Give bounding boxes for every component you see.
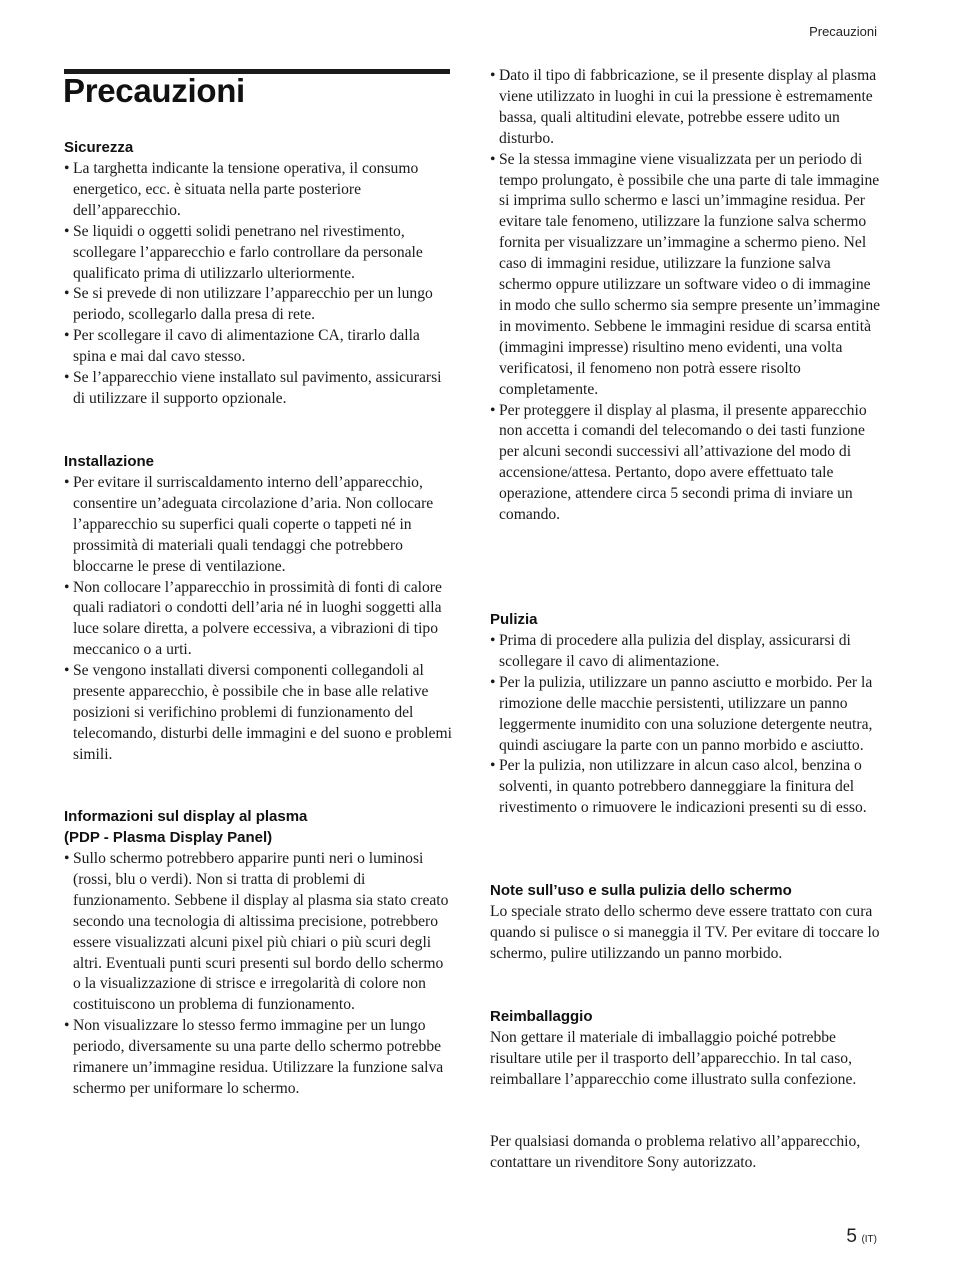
paragraph-reimballaggio: Non gettare il materiale di imballaggio poiché potrebbe risultare utile per il trasporto dell’apparecchio. In tal caso, reimballare l’apparecchio come illustrato sulla confezione. — [490, 1029, 857, 1088]
list-item: • Dato il tipo di fabbricazione, se il presente display al plasma viene utilizzato in luoghi in cui la pressione è estremamente bassa, quali altitudini elevate, potrebbe essere udito un disturbo. — [490, 66, 882, 150]
section-pulizia — [490, 609, 882, 819]
bullet-list-sicurezza — [64, 159, 452, 410]
section-heading-pulizia: Pulizia — [490, 611, 538, 628]
section-heading-note-schermo: Note sull’uso e sulla pulizia dello schermo — [490, 882, 792, 899]
list-item: • Se vengono installati diversi componenti collegandoli al presente apparecchio, è possibile che in base alle relative posizioni si verifichino problemi di funzionamento del telecomando, disturbi delle immagini e del suono e problemi simili. — [64, 661, 452, 766]
list-item: • Non visualizzare lo stesso fermo immagine per un lungo periodo, diversamente su una parte dello schermo potrebbe rimanere un’immagine residua. Utilizzare la funzione salva schermo per uniformare lo schermo. — [64, 1016, 452, 1100]
section-plasma-continued — [490, 66, 882, 526]
bullet-list-installazione — [64, 473, 452, 766]
closing-note — [490, 1132, 882, 1174]
bullet-list-plasma-continued — [490, 66, 882, 526]
section-heading-installazione: Installazione — [64, 453, 155, 470]
section-note-schermo — [490, 880, 882, 965]
page-number-value: 5 — [846, 1226, 857, 1247]
section-sicurezza — [64, 137, 452, 410]
list-item: • Per la pulizia, non utilizzare in alcun caso alcol, benzina o solventi, in quanto potrebbero danneggiare la finitura del rivestimento o rimuovere le indicazioni presenti su di esso. — [490, 756, 882, 819]
section-plasma — [64, 806, 452, 1100]
list-item: • Sullo schermo potrebbero apparire punti neri o luminosi (rossi, blu o verdi). Non si tratta di problemi di funzionamento. Sebbene il display al plasma sia stato creato secondo una tecnologia di altissima precisione, potrebbero essere visualizzati alcuni pixel più chiari o più scuri degli altri. Eventuali punti scuri presenti sul bordo dello schermo o la visualizzazione di strisce e irregolarità di colore non costituiscono un problema di funzionamento. — [64, 849, 452, 1016]
list-item: • La targhetta indicante la tensione operativa, il consumo energetico, ecc. è situata nella parte posteriore dell’apparecchio. — [64, 159, 452, 222]
bullet-list-plasma — [64, 849, 452, 1100]
list-item: • Se liquidi o oggetti solidi penetrano nel rivestimento, scollegare l’apparecchio e farlo controllare da personale qualificato prima di utilizzarlo ulteriormente. — [64, 222, 452, 285]
paragraph-note-schermo: Lo speciale strato dello schermo deve essere trattato con cura quando si pulisce o si maneggia il TV. Per evitare di toccare lo schermo, pulire utilizzando un panno morbido. — [490, 903, 880, 962]
page-number — [846, 1226, 877, 1248]
paragraph-closing: Per qualsiasi domanda o problema relativo all’apparecchio, contattare un rivenditore Sony autorizzato. — [490, 1133, 861, 1171]
section-heading-plasma-line2: (PDP - Plasma Display Panel) — [64, 829, 273, 846]
section-heading-plasma-line1: Informazioni sul display al plasma — [64, 808, 308, 825]
list-item: • Se si prevede di non utilizzare l’apparecchio per un lungo periodo, scollegarlo dalla presa di rete. — [64, 284, 452, 326]
running-header: Precauzioni — [809, 24, 877, 39]
section-reimballaggio — [490, 1006, 882, 1091]
list-item: • Per evitare il surriscaldamento interno dell’apparecchio, consentire un’adeguata circolazione d’aria. Non collocare l’apparecchio su superfici quali coperte o tappeti né in prossimità di materiali quali tendaggi che potrebbero bloccarne le prese di ventilazione. — [64, 473, 452, 578]
list-item: • Per la pulizia, utilizzare un panno asciutto e morbido. Per la rimozione delle macchie persistenti, utilizzare un panno leggermente inumidito con una soluzione detergente neutra, quindi asciugare la parte con un panno morbido e asciutto. — [490, 673, 882, 757]
page-title: Precauzioni — [63, 72, 245, 109]
section-heading-sicurezza: Sicurezza — [64, 139, 134, 156]
section-heading-reimballaggio: Reimballaggio — [490, 1008, 593, 1025]
section-heading-plasma — [64, 806, 452, 848]
list-item: • Per scollegare il cavo di alimentazione CA, tirarlo dalla spina e mai dal cavo stesso. — [64, 326, 452, 368]
list-item: • Per proteggere il display al plasma, il presente apparecchio non accetta i comandi del telecomando o dei tasti funzione per alcuni secondi successivi all’attivazione del modo di accensione/attesa. Pertanto, dopo avere effettuato tale operazione, attendere circa 5 secondi prima di inviare un comando. — [490, 401, 882, 526]
page-number-suffix: (IT) — [861, 1234, 877, 1245]
list-item: • Se l’apparecchio viene installato sul pavimento, assicurarsi di utilizzare il supporto opzionale. — [64, 368, 452, 410]
list-item: • Se la stessa immagine viene visualizzata per un periodo di tempo prolungato, è possibile che una parte di tale immagine si imprima sullo schermo e lasci un’immagine residua. Per evitare tale fenomeno, utilizzare la funzione salva schermo fornita per visualizzare un’immagine a schermo pieno. Nel caso di immagini residue, utilizzare la funzione salva schermo oppure utilizzare un software video o di immagine in modo che sullo schermo sia sempre presente un’immagine in movimento. Sebbene le immagini residue di scarsa entità (immagini impresse) risultino meno evidenti, una volta verificatosi, il fenomeno non potrà essere risolto completamente. — [490, 150, 882, 401]
section-installazione — [64, 451, 452, 766]
list-item: • Non collocare l’apparecchio in prossimità di fonti di calore quali radiatori o condotti dell’aria né in luoghi soggetti alla luce solare diretta, a polvere eccessiva, a vibrazioni di tipo meccanico o a urti. — [64, 578, 452, 662]
bullet-list-pulizia — [490, 631, 882, 819]
list-item: • Prima di procedere alla pulizia del display, assicurarsi di scollegare il cavo di alimentazione. — [490, 631, 882, 673]
